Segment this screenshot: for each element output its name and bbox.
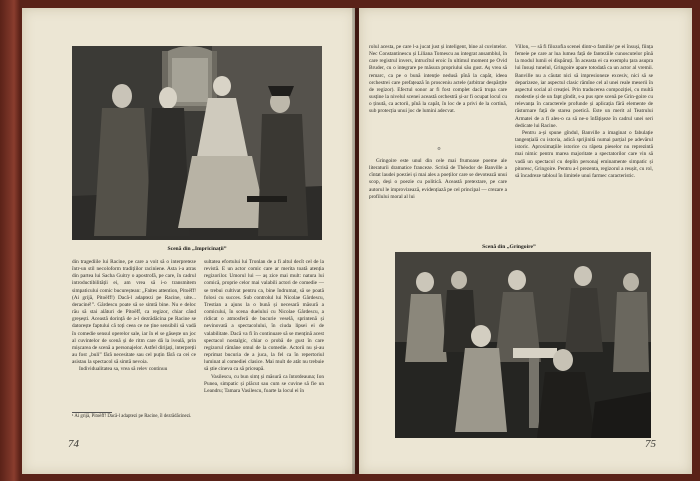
left-column-1 [72, 259, 196, 409]
paragraph: Gringoire este unul din cele mai frumoase poeme ale literaturii dramatice franceze. Scrisă de Théodor de Banville a cîntat laudei poeziei și mai ales a poeților care se devotează unui scop, deși o poezie cu politică. Această pretextare, pe care autorul le improvizează, evidențiază pe cel principal — crezare a profilului moral al lui [369, 158, 507, 200]
paragraph: rolul acesta, pe care l-a jucat just și inteligent, bine al cuvintelor. Nec Constantinescu și Liliana Tomescu au integrat ansamblul, în care registrul invers, intrucîtul eroic în ultimul moment pe Ovid Bruder, cu o integrare pe măsura propriului său gust. Aș vrea să remarc, ca pe o bună intenție nedusă pînă la capăt, ideea orchestrei care prefațează în prosceniu actele (arbitrar despărțite de regizor). Efectul sonor ar fi fost complet dacă trupa care susține la nivelul scenei această orchestră și-ar fi ocupat locul cu o ținută, ca actorii, pînă la capăt, în loc de a privi de la cortină, sub protecția unui joc de lumini adecvat. [369, 44, 507, 115]
stage-scene-illustration [395, 252, 651, 438]
photo-impricinatii [72, 46, 322, 240]
paragraph: Vasilescu, cu bun simț și măsură ca întotdeauna; Ion Punea, simpatic și plăcut sau cum se cuvine să fie un Leandru; Tamara Vasilescu, foarte la locul ei în [204, 373, 324, 394]
left-column-2 [204, 259, 324, 449]
photo-caption: Scenă din „Impricinații” [167, 246, 227, 252]
paragraph: Individualitatea sa, vrea să relev continuu [79, 366, 168, 373]
right-column-1 [369, 44, 507, 142]
left-page [22, 8, 355, 474]
photo-gringoire [395, 252, 651, 438]
right-column-1b [369, 158, 507, 235]
paragraph: sultatea efortului lui Tronlan de a fi altul decît cel de la revistă. E un actor comic care ar merita toată atenția regizorilor. Umorul lui — aș zice mai mult: natura lui comică, proprie celor mai valabili actori de comedie — se trebui cultivat pentru ca, bine îndrumat, să se poată folosi cu succes. Sub controlul lui Nicolae Gârdescu, Trestian a ajuns la o bună și necesară măsură a comicului, în scena duelului cu Nicolae Gârdescu, a ridicat o atmosferă de bucurie veselă, sprintenă și nevinovată a spectacolului, în ciuda lipsei ei de valabilitate. Dacă va fi în continuare să se mențină acest spectacol nostalgic, chiar o probă de gust în care regizorul rămâne omul de la comedie. Actorii nu și-au reprimat bucuria de a juca, la fel ca în repertoriul luminat al comediei clasice. Mai mult de atât nu trebuie să știe cineva ca să priceapă. [204, 259, 324, 373]
footnote: ¹ Ai grijă, Pitoëff! Dacă-l adaptezi pe Racine, îl dezrădăcinezi. [72, 414, 192, 419]
page-number: 75 [645, 438, 656, 450]
right-column-2 [515, 44, 653, 243]
photo-caption: Scenă din „Gringoire” [482, 244, 536, 250]
page-number: 74 [68, 438, 79, 450]
paragraph: din tragediile lui Racine, pe care a voit să o interpreteze într-un stil necoloform tradițiilor raciniene. Asta i-a atras din partea lui Sacha Guitry o apostrofă, pe care, în cadrul introductibilității ei, am vrea să i-o transmitem simpaticului comic bucureștean: „Faites attention, Pitoëff! (Ai grijă, Pitoëff!) Dacă-l adaptezi pe Racine, uite... deraciné!”. Gârdescu poate să se simtă bine. Nu e deloc rău să stai alături de Pitoëff, ca regizor, chiar când greșești. Această dorință de a-l dezrădăcina pe Racine se datorește faptului că toți ceea ce ne ține sensibili să vadă în comedie sensul operelor sale, iar în el se găsește un joc al cuvintelor de scenă și de ritm care dă la iveală, prin mișcarea de scenă a personajelor. Astfel dirijați, interpreții au fost „buli” fără necesitate sau cel puțin fără ca cei ce asistau la spectacol să simtă nevoia. [72, 259, 196, 366]
footnote-rule [72, 412, 112, 413]
right-page [359, 8, 692, 474]
paragraph: Pentru a-și spune gîndul, Banville a imaginat o fabulație tangențială cu istoria, adică sprijinită numai parțial pe adevărul istoric. Aproximațiile istorice cu răpeta pieselor nu reprezintă mai nimic pentru marea majoritate a spectatorilor care vin să vadă un spectacol cu deplin personaj eminamente simpatic și pitoresc, Gringoire. Pentru a-l prezenta, regizorul a reușit, cu rol, să încadreze tabloul în limitele unui farmec caracteristic. [515, 129, 653, 179]
section-separator: o [437, 146, 441, 152]
paragraph: Villon, — să fi filozofia scenei dintr-o familie/ pe ei însuși, ființa femeie pe care ar lua lumea față de fanteziile cunoscutelor pînă la modul lumii ei dispăruți. În aceasta ei ca exemplu țara asupra lui însuși tunelul, Gringoire apare totodată ca un actor al vremii. Banville nu a căutat nici să impresioneze excesiv, nici să se deparizeze, iar aspectul clasic rămîne cel al unei reale meserii în aspectul social al creației. Prin traducerea compoziției, cu multă modestie și de un fapt gîndit, s-a pus spre scenă pe Grin-goire cu relevanța în caracterele profunde și aplicația fără elemente de răsturnare față de starea poetică. Este un merit al Teatrului Armatei de a fi ales-o ca să ne-o înfățișeze în cadrul unei seri dedicate lui Racine. [515, 44, 653, 129]
stage-scene-illustration [72, 46, 322, 240]
